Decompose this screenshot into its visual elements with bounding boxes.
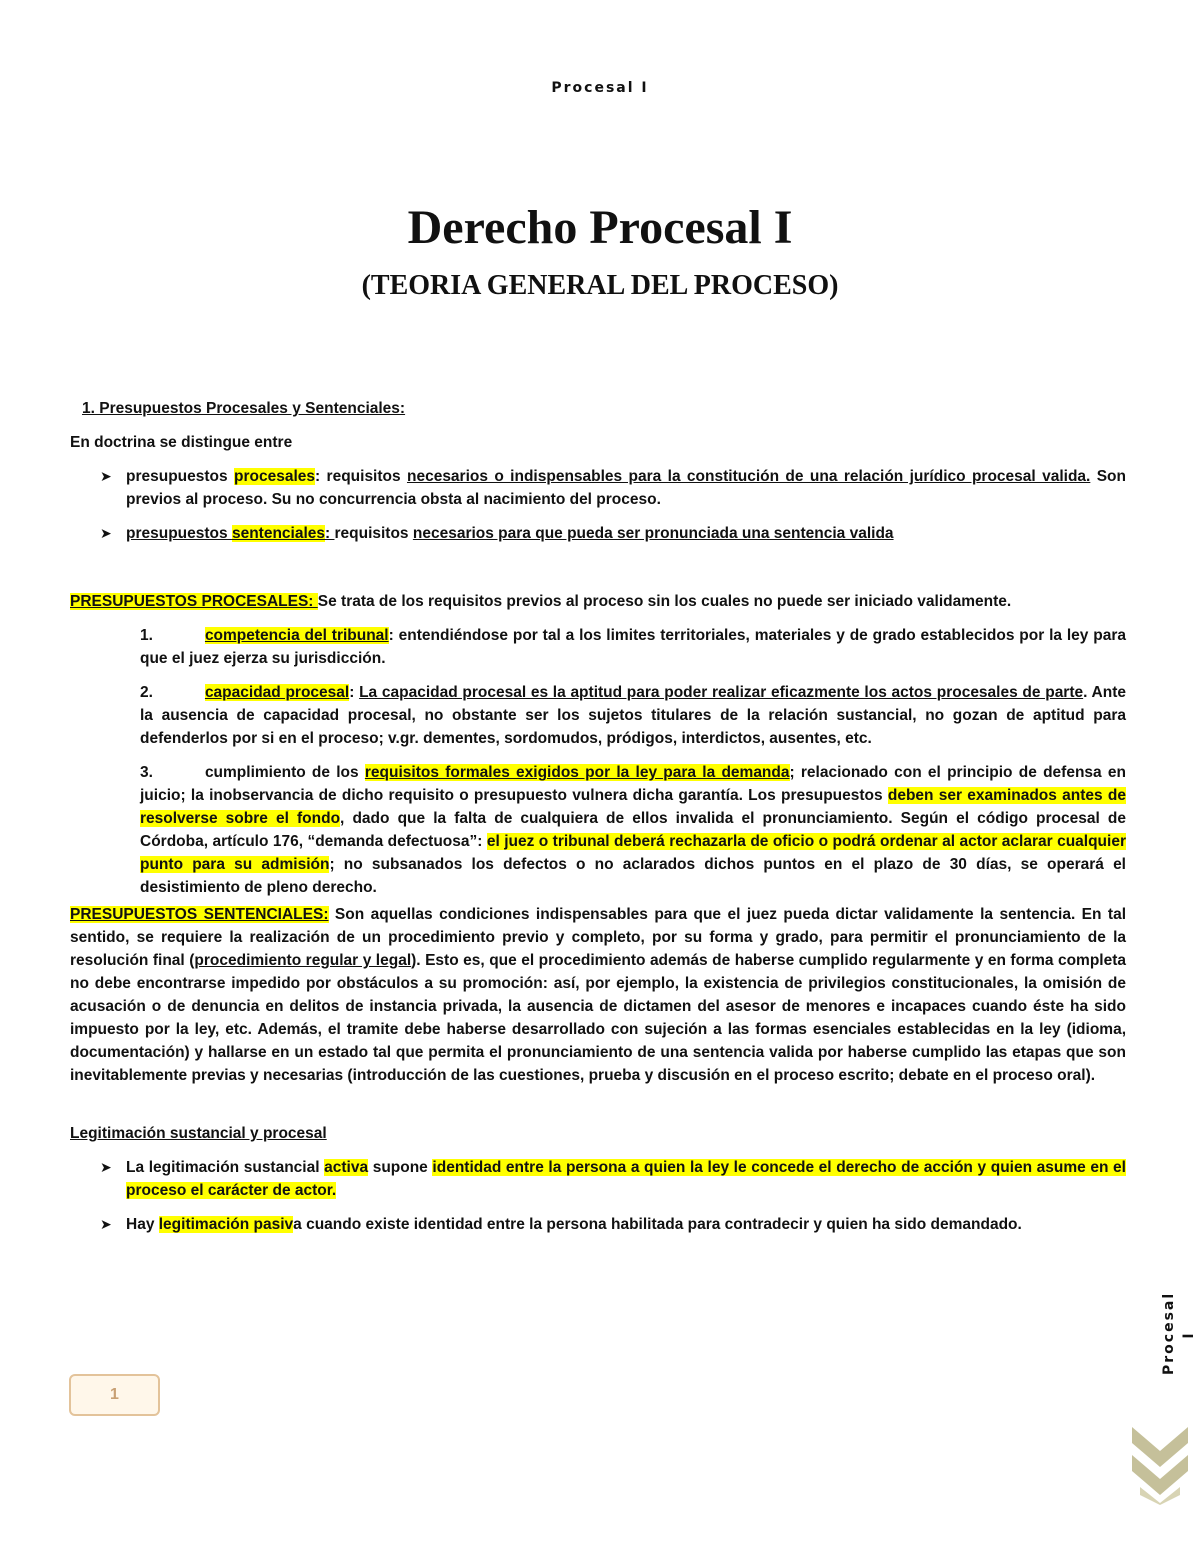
section-heading-presupuestos: 1. Presupuestos Procesales y Sentenciales: [82,400,406,417]
section-heading-legitimacion: Legitimación sustancial y procesal [70,1125,327,1142]
highlight-procesales: procesales [234,468,316,485]
bullet-item-pasiva: ➤ Hay legitimación pasiva cuando existe identidad entre la persona habilitada para contradecir y quien ha sido demandado. [70,1213,1126,1236]
bullet-item-sentenciales: ➤ presupuestos sentenciales: requisitos necesarios para que pueda ser pronunciada una sentencia valida [70,522,1126,545]
arrow-bullet-icon: ➤ [100,1216,112,1232]
arrow-bullet-icon: ➤ [100,1159,112,1175]
page-number-tab: 1 [69,1374,160,1416]
label-presupuestos-procesales: PRESUPUESTOS PROCESALES: [70,593,318,610]
bullet-item-procesales: ➤ presupuestos procesales: requisitos necesarios o indispensables para la constitución de una relación jurídico procesal valida. Son previos al proceso. Su no concurrencia obsta al nacimiento del proceso. [70,465,1126,511]
label-presupuestos-sentenciales: PRESUPUESTOS SENTENCIALES: [70,906,329,923]
document-subtitle: (TEORIA GENERAL DEL PROCESO) [361,270,839,301]
arrow-bullet-icon: ➤ [100,525,112,541]
intro-text: En doctrina se distingue entre [70,434,293,451]
numbered-item-2: 2. capacidad procesal: La capacidad procesal es la aptitud para poder realizar eficazmente los actos procesales de parte. Ante la ausencia de capacidad procesal, no obstante ser los sujetos titulares de la relación sustancial, no gozan de aptitud para defenderlos por si en el proceso; v.gr. dementes, sordomudos, pródigos, interdictos, ausentes, etc. [140,684,1127,747]
side-running-label: Procesal I [1161,1291,1197,1375]
paragraph-presupuestos-procesales: PRESUPUESTOS PROCESALES: Se trata de los requisitos previos al proceso sin los cuales no puede ser iniciado validamente. [70,593,1012,610]
chevron-down-decoration-icon [1130,1425,1190,1505]
numbered-item-3: 3. cumplimiento de los requisitos formales exigidos por la ley para la demanda; relacionado con el principio de defensa en juicio; la inobservancia de dicho requisito o presupuesto vulnera dicha garantía. Los presupuestos deben ser examinados antes de resolverse sobre el fondo, dado que la falta de cualquiera de ellos invalida el pronunciamiento. Según el código procesal de Córdoba, artículo 176, “demanda defectuosa”: el juez o tribunal deberá rechazarla de oficio o podrá ordenar al actor aclarar cualquier punto para su admisión; no subsanados los defectos o no aclarados dichos puntos en el plazo de 30 días, se operará el desistimiento de pleno derecho. [140,764,1126,896]
bullet-list-legitimacion [70,1156,1126,1236]
running-header: Procesal I [551,80,649,96]
highlight-sentenciales: sentenciales [231,525,326,542]
numbered-item-1: 1. competencia del tribunal: entendiéndose por tal a los limites territoriales, materiales y de grado establecidos por la ley para que el juez ejerza su jurisdicción. [140,627,1126,667]
document-body [70,397,1126,1247]
bullet-item-activa: ➤ La legitimación sustancial activa supone identidad entre la persona a quien la ley le concede el derecho de acción y quien asume en el proceso el carácter de actor. [70,1156,1126,1202]
paragraph-presupuestos-sentenciales: PRESUPUESTOS SENTENCIALES: Son aquellas condiciones indispensables para que el juez pueda dictar validamente la sentencia. En tal sentido, se requiere la realización de un procedimiento previo y completo, por su forma y grado, para permitir el pronunciamiento de la resolución final (procedimiento regular y legal). Esto es, que el procedimiento además de haberse cumplido regularmente y en forma completa no debe encontrarse impedido por obstáculos a su promoción: así, por ejemplo, la existencia de privilegios constitucionales, la omisión de acusación o de denuncia en delitos de instancia privada, la ausencia de dictamen del asesor de menores e incapaces cuando éste ha sido impuesto por la ley, etc. Además, el tramite debe haberse desarrollado con sujeción a las formas esenciales establecidas en la ley (idioma, documentación) y hallarse en un estado tal que permita el pronunciamiento de una sentencia valida por haberse cumplido las etapas que son inevitablemente previas y necesarias (introducción de las cuestiones, prueba y discusión en el proceso escrito; debate en el proceso oral). [70,906,1127,1084]
arrow-bullet-icon: ➤ [100,468,112,484]
bullet-list-presupuestos [70,465,1126,545]
document-title: Derecho Procesal I [407,201,793,254]
